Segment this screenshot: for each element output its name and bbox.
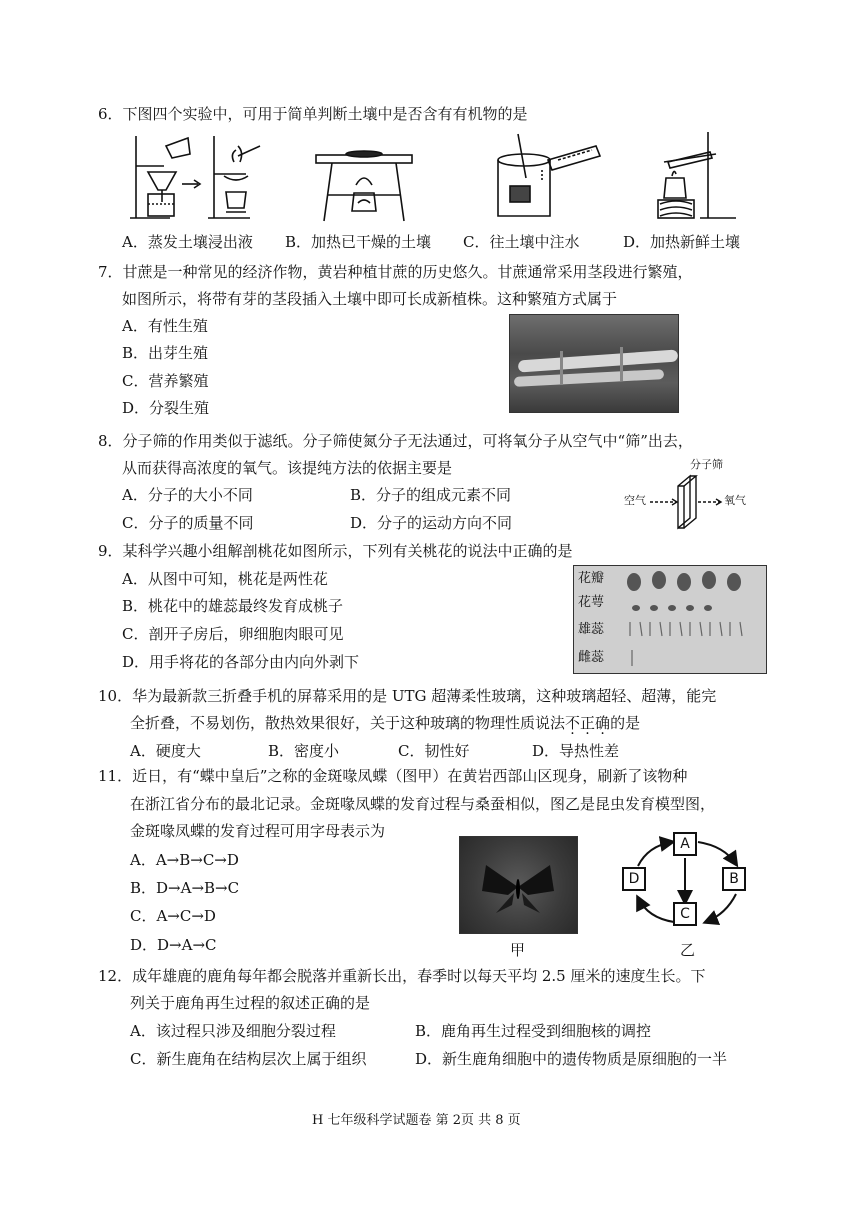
- q9-option-c: C．剖开子房后，卵细胞肉眼可见: [122, 625, 344, 643]
- cycle-node-c: C: [673, 902, 697, 926]
- q10-option-b: B．密度小: [268, 742, 340, 760]
- q12-option-d: D．新生鹿角细胞中的遗传物质是原细胞的一半: [415, 1050, 728, 1068]
- q6-option-a: A．蒸发土壤浸出液: [122, 233, 253, 251]
- q9-option-a: A．从图中可知，桃花是两性花: [122, 570, 328, 588]
- q6-stem: 6．下图四个实验中，可用于简单判断土壤中是否含有有机物的是: [98, 105, 528, 123]
- q10-option-d: D．导热性差: [532, 742, 620, 760]
- label-pistil: 雌蕊: [578, 650, 605, 665]
- sieve-label: 分子筛: [690, 458, 723, 471]
- q7-option-d: D．分裂生殖: [122, 399, 210, 417]
- q10-emphasis: 不正确: [565, 714, 611, 732]
- q11-stem-line1: 11．近日，有“蝶中皇后”之称的金斑喙凤蝶（图甲）在黄岩西部山区现身，刷新了该物种: [98, 767, 688, 785]
- q7-option-a: A．有性生殖: [122, 317, 208, 335]
- apparatus-d-illustration: [650, 128, 750, 223]
- q10-stem-line1: 10．华为最新款三折叠手机的屏幕采用的是 UTG 超薄柔性玻璃，这种玻璃超轻、超薄，能完: [98, 687, 717, 705]
- q12-stem-line1: 12．成年雄鹿的鹿角每年都会脱落并重新长出，春季时以每天平均 2.5 厘米的速度生长。下: [98, 967, 706, 985]
- q8-option-d: D．分子的运动方向不同: [350, 514, 513, 532]
- cycle-node-b: B: [722, 867, 746, 891]
- label-stamen: 雄蕊: [578, 622, 605, 637]
- label-sepal: 花萼: [578, 595, 605, 610]
- q10-option-a: A．硬度大: [130, 742, 201, 760]
- q11-option-a: A．A→B→C→D: [130, 851, 239, 869]
- label-petal: 花瓣: [578, 571, 605, 586]
- q12-stem-line2: 列关于鹿角再生过程的叙述正确的是: [130, 994, 371, 1012]
- q6-option-d: D．加热新鲜土壤: [623, 233, 741, 251]
- q8-option-c: C．分子的质量不同: [122, 514, 254, 532]
- apparatus-b-illustration: [314, 145, 414, 225]
- q8-option-a: A．分子的大小不同: [122, 486, 253, 504]
- q7-option-b: B．出芽生殖: [122, 344, 209, 362]
- sieve-input-label: 空气: [624, 494, 646, 507]
- q9-option-b: B．桃花中的雄蕊最终发育成桃子: [122, 597, 344, 615]
- q10-option-c: C．韧性好: [398, 742, 470, 760]
- peach-flower-dissection-photo: [573, 565, 767, 674]
- q9-stem: 9．某科学兴趣小组解剖桃花如图所示，下列有关桃花的说法中正确的是: [98, 542, 573, 560]
- apparatus-c-illustration: [492, 130, 612, 220]
- q7-stem-line2: 如图所示，将带有芽的茎段插入土壤中即可长成新植株。这种繁殖方式属于: [122, 290, 618, 308]
- cycle-node-a: A: [673, 832, 697, 856]
- q7-option-c: C．营养繁殖: [122, 372, 209, 390]
- sugarcane-photo: [509, 314, 679, 413]
- caption-jia: 甲: [510, 941, 526, 959]
- q11-option-b: B．D→A→B→C: [130, 879, 240, 897]
- q8-option-b: B．分子的组成元素不同: [350, 486, 512, 504]
- butterfly-photo: [459, 836, 578, 934]
- q7-stem-line1: 7．甘蔗是一种常见的经济作物，黄岩种植甘蔗的历史悠久。甘蔗通常采用茎段进行繁殖，: [98, 263, 693, 281]
- q8-stem-line1: 8．分子筛的作用类似于滤纸。分子筛使氮分子无法通过，可将氧分子从空气中“筛”出去，: [98, 432, 693, 450]
- q9-option-d: D．用手将花的各部分由内向外剥下: [122, 653, 360, 671]
- q10-stem-line2: 全折叠，不易划伤，散热效果很好，关于这种玻璃的物理性质说法不正确的是: [130, 714, 641, 732]
- caption-yi: 乙: [680, 941, 696, 959]
- q11-stem-line2: 在浙江省分布的最北记录。金斑喙凤蝶的发育过程与桑蚕相似，图乙是昆虫发育模型图，: [130, 795, 716, 813]
- sieve-output-label: 氧气: [724, 494, 746, 507]
- q12-option-a: A．该过程只涉及细胞分裂过程: [130, 1022, 336, 1040]
- apparatus-a-illustration: [130, 132, 270, 222]
- q11-stem-line3: 金斑喙凤蝶的发育过程可用字母表示为: [130, 822, 386, 840]
- q6-option-b: B．加热已干燥的土壤: [285, 233, 432, 251]
- cycle-node-d: D: [622, 867, 646, 891]
- page-footer: H 七年级科学试题卷 第 2页 共 8 页: [312, 1113, 521, 1128]
- q8-stem-line2: 从而获得高浓度的氧气。该提纯方法的依据主要是: [122, 459, 453, 477]
- q11-option-d: D．D→A→C: [130, 936, 217, 954]
- q11-option-c: C．A→C→D: [130, 907, 216, 925]
- q12-option-b: B．鹿角再生过程受到细胞核的调控: [415, 1022, 652, 1040]
- q12-option-c: C．新生鹿角在结构层次上属于组织: [130, 1050, 367, 1068]
- q6-option-c: C．往土壤中注水: [463, 233, 580, 251]
